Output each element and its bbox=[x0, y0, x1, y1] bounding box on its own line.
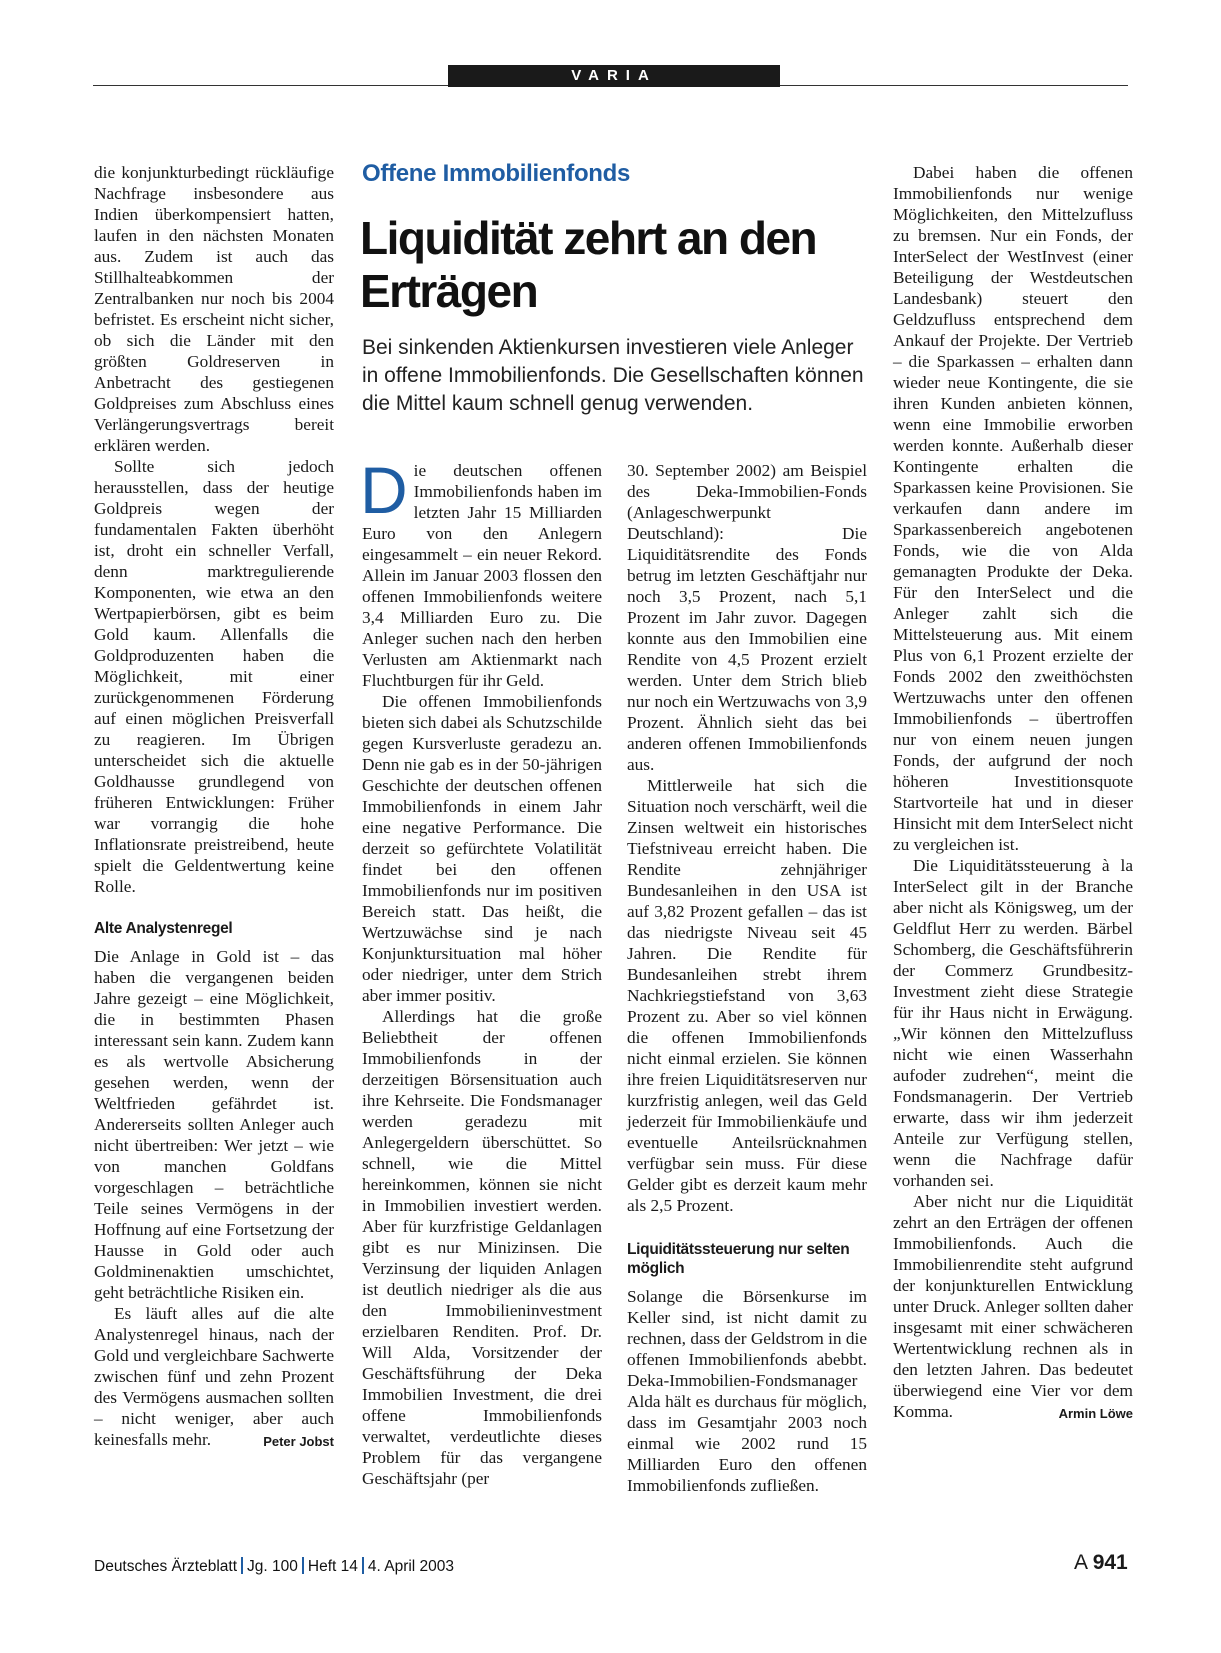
article-text: Aber nicht nur die Liquidität zehrt an den Erträgen der offenen Immobilienfonds. Auch die Immobilienrendite steht aufgrund der konjunkturellen Entwicklung unter Druck. Anleger sollten daher insgesamt mit einer schwächeren Wertentwicklung rechnen als in den letzten Jahren. Das bedeutet überwiegend eine Vier vor dem Komma. bbox=[893, 1192, 1133, 1421]
page-footer bbox=[94, 1557, 454, 1576]
prev-article-text: Es läuft alles auf die alte Analystenregel hinaus, nach der Gold und vergleichbare Sachwerte zwischen fünf und zehn Prozent des Vermögens ausmachen sollten – nicht weniger, aber auch keinesfalls mehr. bbox=[94, 1304, 334, 1449]
journal-name: Deutsches Ärzteblatt bbox=[94, 1558, 238, 1575]
journal-volume: Jg. 100 bbox=[247, 1558, 298, 1575]
page-prefix: A bbox=[1074, 1551, 1087, 1574]
article-column-2 bbox=[627, 460, 867, 1496]
prev-article-paragraph: Die Anlage in Gold ist – das haben die vergangenen beiden Jahre gezeigt – eine Möglichkeit, die in bestimmten Phasen interessant sein kann. Zudem kann es als wertvolle Absicherung gesehen werden, wenn der Weltfrieden gefährdet ist. Andererseits sollten Anleger auch nicht übertreiben: Wer jetzt – wie von manchen Goldfans vorgeschlagen – beträchtliche Teile seines Vermögens in der Hoffnung auf eine Fortsetzung der Hausse in Gold oder auch Goldminenaktien umschichtet, geht beträchtliche Risiken ein. bbox=[94, 947, 334, 1302]
article-paragraph: Dabei haben die offenen Immobilienfonds nur wenige Möglichkeiten, den Mittelzufluss zu bremsen. Nur ein Fonds, der InterSelect der WestInvest (einer Beteiligung der Westdeutschen Landesbank) steuert den Geldzufluss entsprechend dem Ankauf der Projekte. Der Vertrieb – die Sparkassen – erhalten dann wieder neue Kontingente, die sie ihren Kunden anbieten können, wenn eine Immobilie erworben werden konnte. Außerhalb dieser Kontingente erhalten die Sparkassen keine Provisionen. Sie verkaufen dann andere im Sparkassenbereich angebotenen Fonds, wie die von Alda gemanagten Produkte der Deka. Für den InterSelect und die Anleger zahlt sich die Mittelsteuerung aus. Mit einem Plus von 6,1 Prozent erzielte der Fonds 2002 den zweithöchsten Wertzuwachs unter den offenen Immobilienfonds – übertroffen nur von einem neuen jungen Fonds, der aufgrund der noch höheren Investitionsquote Startvorteile hat und in dieser Hinsicht mit dem InterSelect nicht zu vergleichen ist. bbox=[893, 163, 1133, 854]
footer-separator bbox=[302, 1557, 304, 1574]
article-paragraph: Mittlerweile hat sich die Situation noch verschärft, weil die Zinsen weltweit ein historisches Tiefstniveau erreicht haben. Die Rendite zehnjähriger Bundesanleihen in den USA ist auf 3,82 Prozent gefallen – das ist das niedrigste Niveau seit 45 Jahren. Die Rendite für Bundesanleihen strebt ihrem Nachkriegstiefstand von 3,63 Prozent zu. Aber so viel können die offenen Immobilienfonds nicht einmal erzielen. Sie können ihre freien Liquiditätsreserven nur kurzfristig anlegen, weil das Geld jederzeit für Immobilienkäufe und eventuelle Anteilsrücknahmen verfügbar sein muss. Für diese Gelder gibt es derzeit kaum mehr als 2,5 Prozent. bbox=[627, 776, 867, 1215]
article-text: ie deutschen offenen Immobilienfonds haben im letzten Jahr 15 Milliarden Euro von den Anlegern eingesammelt – ein neuer Rekord. Allein im Januar 2003 flossen den offenen Immobilienfonds weitere 3,4 Milliarden Euro zu. Die Anleger suchen nach den herben Verlusten am Aktienmarkt nach Fluchtburgen für ihr Geld. bbox=[362, 461, 602, 690]
article-lead: Bei sinkenden Aktienkursen investieren viele Anleger in offene Immobilienfonds. Die Gesellschaften können die Mittel kaum schnell genug verwenden. bbox=[362, 336, 864, 415]
prev-article-paragraph: Sollte sich jedoch herausstellen, dass der heutige Goldpreis wegen der fundamentalen Fakten überhöht ist, droht ein schneller Verfall, denn marktregulierende Komponenten, wie etwa an den Wertpapierbörsen, gibt es beim Gold kaum. Allenfalls die Goldproduzenten haben die Möglichkeit, mit einer zurückgenommenen Förderung auf einen möglichen Preisverfall zu reagieren. Im Übrigen unterscheidet sich die aktuelle Goldhausse grundlegend von früheren Entwicklungen: Früher war vorrangig die hohe Inflationsrate preistreibend, heute spielt die Geldentwertung keine Rolle. bbox=[94, 457, 334, 896]
article-paragraph: 30. September 2002) am Beispiel des Deka-Immobilien-Fonds (Anlageschwerpunkt Deutschland): Die Liquiditätsrendite des Fonds betrug im letzten Geschäftjahr nur noch 3,5 Prozent, nach 5,1 Prozent im Jahr zuvor. Dagegen konnte aus den Immobilien eine Rendite von 4,5 Prozent erzielt werden. Unter dem Strich blieb nur noch ein Wertzuwachs von 3,9 Prozent. Ähnlich sieht das bei anderen offenen Immobilienfonds aus. bbox=[627, 461, 867, 774]
prev-article-column bbox=[94, 162, 334, 1452]
article-paragraph: Die offenen Immobilienfonds bieten sich dabei als Schutzschilde gegen Kursverluste geradezu an. Denn nie gab es in der 50-jährigen Geschichte der deutschen offenen Immobilienfonds in einem Jahr eine negative Performance. Die derzeit so gefürchtete Volatilität findet bei den offenen Immobilienfonds nur im positiven Bereich statt. Das heißt, die Wertzuwächse sind je nach Konjunktursituation mal höher oder niedriger, unter dem Strich aber immer positiv. bbox=[362, 692, 602, 1005]
prev-article-paragraph: die konjunkturbedingt rückläufige Nachfrage insbesondere aus Indien überkompensiert hatten, laufen in den nächsten Monaten aus. Zudem ist auch das Stillhalteabkommen der Zentralbanken nur noch bis 2004 befristet. Es erscheint nicht sicher, ob sich die Länder mit den größten Goldreserven in Anbetracht des gestiegenen Goldpreises zum Abschluss eines Verlängerungsvertrags bereit erklären werden. bbox=[94, 163, 334, 455]
section-tag: VARIA bbox=[448, 65, 780, 87]
article-kicker: Offene Immobilienfonds bbox=[362, 160, 631, 187]
prev-article-paragraph bbox=[94, 1303, 334, 1450]
drop-cap: D bbox=[360, 453, 408, 527]
article-subhead: Liquiditätssteuerung nur selten möglich bbox=[627, 1241, 850, 1277]
footer-separator bbox=[362, 1557, 364, 1574]
article-author: Armin Löwe bbox=[1058, 1406, 1133, 1421]
article-paragraph bbox=[893, 1191, 1133, 1422]
article-paragraph bbox=[360, 453, 602, 691]
prev-article-subhead: Alte Analystenregel bbox=[94, 920, 233, 937]
page-number bbox=[1074, 1551, 1128, 1575]
page-number-value: 941 bbox=[1092, 1551, 1128, 1574]
article-paragraph: Die Liquiditätssteuerung à la InterSelect gilt in der Branche aber nicht als Königsweg, um der Geldflut Herr zu werden. Bärbel Schomberg, die Geschäftsführerin der Commerz Grundbesitz-Investment zieht diese Strategie für ihr Haus nicht in Erwägung. „Wir können den Mittelzufluss nicht wie einen Wasserhahn aufoder zudrehen“, meint die Fondsmanagerin. Der Vertrieb erwarte, dass wir ihm jederzeit Anteile zur Verfügung stellen, wenn die Nachfrage dafür vorhanden sei. bbox=[893, 856, 1133, 1190]
article-column-3 bbox=[893, 162, 1133, 1424]
footer-separator bbox=[241, 1557, 243, 1574]
prev-article-author: Peter Jobst bbox=[263, 1434, 334, 1449]
article-paragraph: Solange die Börsenkurse im Keller sind, ist nicht damit zu rechnen, dass der Geldstrom in die offenen Immobilienfonds abebbt. Deka-Immobilien-Fondsmanager Alda hält es durchaus für möglich, dass im Gesamtjahr 2003 noch einmal wie 2002 rund 15 Milliarden Euro den offenen Immobilienfonds zufließen. bbox=[627, 1287, 867, 1495]
article-paragraph: Allerdings hat die große Beliebtheit der offenen Immobilienfonds in der derzeitigen Börsensituation auch ihre Kehrseite. Die Fondsmanager werden geradezu mit Anlegergeldern überschüttet. So schnell, wie die Mittel hereinkommen, können sie nicht in Immobilien investiert werden. Aber für kurzfristige Geldanlagen gibt es nur Minizinsen. Die Verzinsung der liquiden Anlagen ist deutlich niedriger als die aus den Immobilieninvestment erzielbaren Renditen. Prof. Dr. Will Alda, Vorsitzender der Geschäftsführung der Deka Immobilien Investment, die drei offene Immobilienfonds verwaltet, verdeutlichte dieses Problem für das vergangene Geschäftsjahr (per bbox=[362, 1007, 602, 1488]
article-headline: Liquidität zehrt an den Erträgen bbox=[360, 212, 817, 317]
issue-date: 4. April 2003 bbox=[367, 1558, 455, 1575]
journal-issue: Heft 14 bbox=[307, 1558, 358, 1575]
article-column-1 bbox=[360, 453, 602, 1489]
